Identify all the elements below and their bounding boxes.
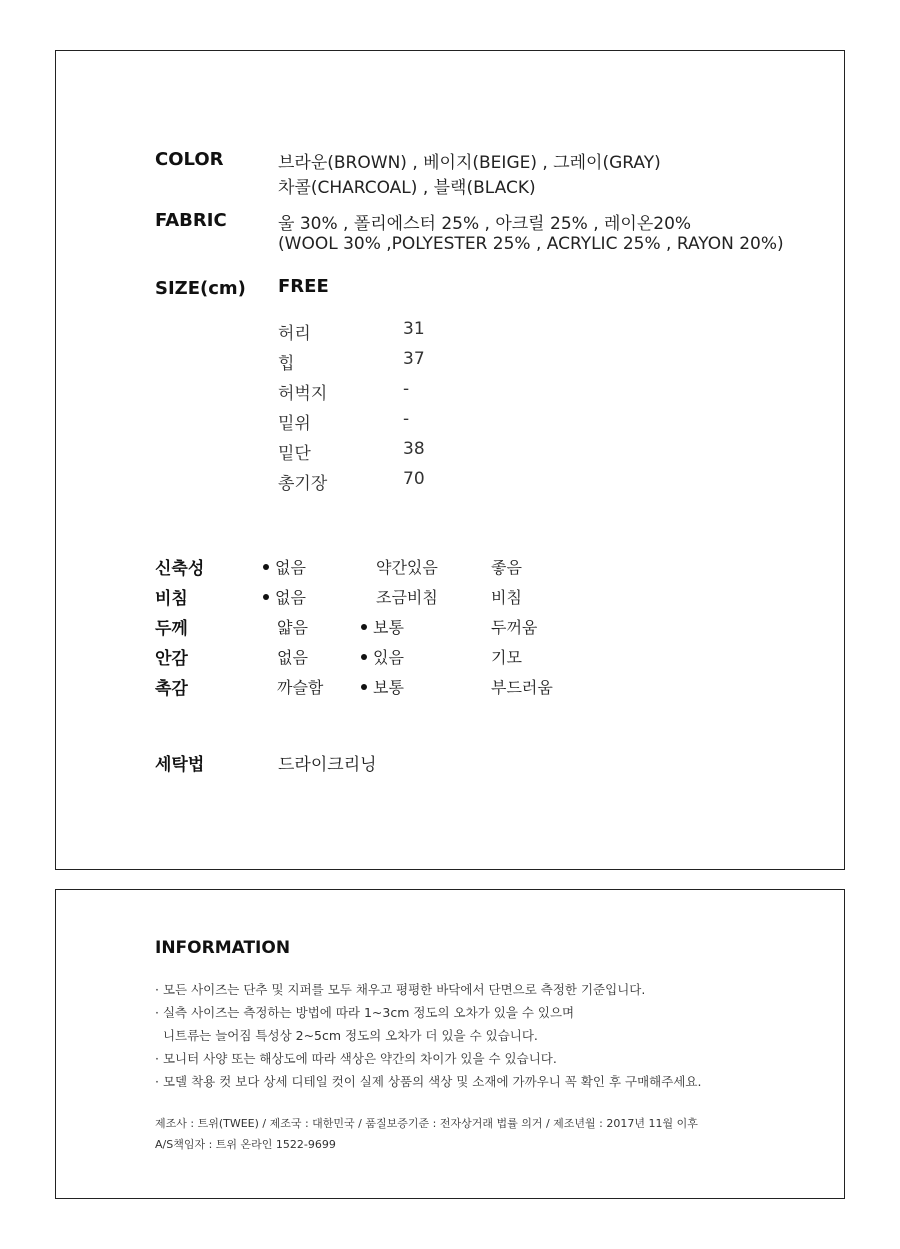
size-row-name: 밑위	[278, 414, 311, 434]
property-label: 비침	[155, 589, 188, 609]
property-option: 두꺼움	[491, 618, 538, 637]
property-label: 신축성	[155, 559, 205, 579]
property-option-selected: 없음	[263, 585, 306, 608]
size-row-value: 37	[403, 349, 425, 369]
as-contact-info: A/S책임자 : 트위 온라인 1522-9699	[155, 1138, 336, 1151]
color-label: COLOR	[155, 149, 224, 170]
property-option-selected: 없음	[263, 555, 306, 578]
size-value: FREE	[278, 276, 329, 297]
size-label: SIZE(cm)	[155, 278, 246, 299]
property-option: 약간있음	[376, 558, 438, 577]
size-row-name: 허리	[278, 324, 311, 344]
fabric-value-line1: 울 30% , 폴리에스터 25% , 아크릴 25% , 레이온20%	[278, 214, 692, 234]
size-row-value: 31	[403, 319, 425, 339]
size-row-name: 밑단	[278, 444, 311, 464]
color-value-line2: 차콜(CHARCOAL) , 블랙(BLACK)	[278, 178, 536, 198]
size-row-value: -	[403, 409, 410, 429]
property-option: 부드러움	[491, 678, 553, 697]
property-option: 기모	[491, 648, 522, 667]
information-line: 니트류는 늘어짐 특성상 2~5cm 정도의 오차가 더 있을 수 있습니다.	[155, 1028, 538, 1043]
property-option: 얇음	[277, 618, 308, 637]
wash-label: 세탁법	[155, 755, 205, 775]
size-row-value: 70	[403, 469, 425, 489]
property-option: 없음	[277, 648, 308, 667]
selected-bullet-icon	[361, 654, 367, 660]
size-row-name: 허벅지	[278, 384, 328, 404]
property-option: 조금비침	[376, 588, 438, 607]
fabric-value-line2: (WOOL 30% ,POLYESTER 25% , ACRYLIC 25% , RAYON 20%)	[278, 234, 784, 254]
information-title: INFORMATION	[155, 938, 291, 958]
property-option: 비침	[491, 588, 522, 607]
information-line: · 모델 착용 컷 보다 상세 디테일 컷이 실제 상품의 색상 및 소재에 가까우니 꼭 확인 후 구매해주세요.	[155, 1074, 702, 1089]
information-line: · 모니터 사양 또는 해상도에 따라 색상은 약간의 차이가 있을 수 있습니다.	[155, 1051, 557, 1066]
information-line: · 실측 사이즈는 측정하는 방법에 따라 1~3cm 정도의 오차가 있을 수 있으며	[155, 1005, 575, 1020]
property-label: 촉감	[155, 679, 188, 699]
color-value-line1: 브라운(BROWN) , 베이지(BEIGE) , 그레이(GRAY)	[278, 153, 661, 173]
selected-bullet-icon	[361, 684, 367, 690]
manufacturer-info: 제조사 : 트위(TWEE) / 제조국 : 대한민국 / 품질보증기준 : 전자상거래 법률 의거 / 제조년월 : 2017년 11월 이후	[155, 1117, 698, 1130]
size-row-name: 힙	[278, 354, 295, 374]
property-option-selected: 있음	[361, 645, 404, 668]
fabric-label: FABRIC	[155, 210, 227, 231]
property-option: 까슬함	[277, 678, 324, 697]
property-label: 두께	[155, 619, 188, 639]
wash-value: 드라이크리닝	[278, 755, 377, 775]
property-option-selected: 보통	[361, 615, 404, 638]
information-panel	[55, 889, 845, 1199]
property-label: 안감	[155, 649, 188, 669]
size-row-value: 38	[403, 439, 425, 459]
property-option: 좋음	[491, 558, 522, 577]
size-row-name: 총기장	[278, 474, 328, 494]
selected-bullet-icon	[361, 624, 367, 630]
selected-bullet-icon	[263, 564, 269, 570]
property-option-selected: 보통	[361, 675, 404, 698]
information-line: · 모든 사이즈는 단추 및 지퍼를 모두 채우고 평평한 바닥에서 단면으로 측정한 기준입니다.	[155, 982, 646, 997]
selected-bullet-icon	[263, 594, 269, 600]
size-row-value: -	[403, 379, 410, 399]
